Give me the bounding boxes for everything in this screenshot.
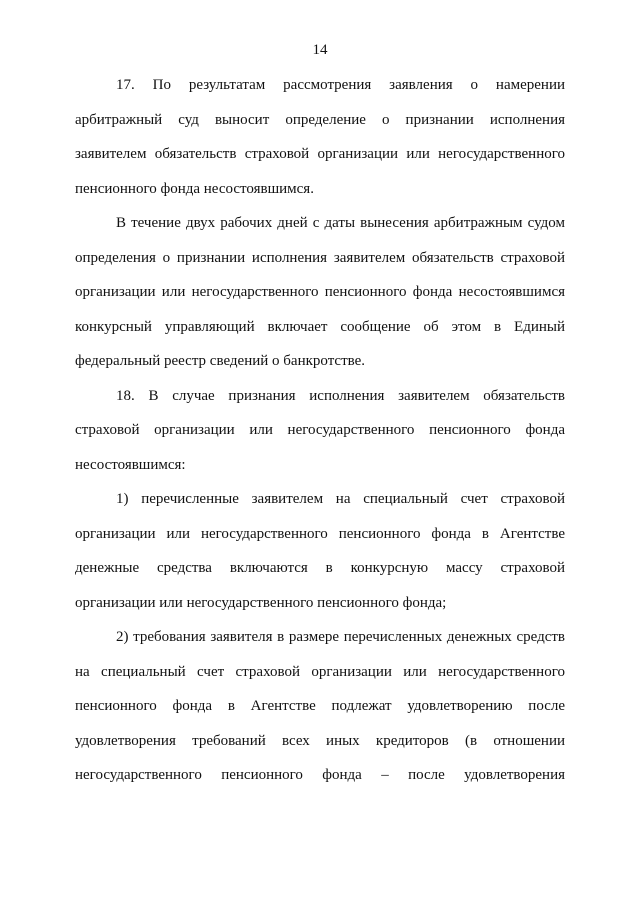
text-line: организации или негосударственного пенсионного фонда в Агентстве — [75, 525, 565, 542]
text-line: арбитражный суд выносит определение о признании исполнения — [75, 111, 565, 128]
text-line: определения о признании исполнения заявителем обязательств страховой — [75, 249, 565, 266]
text-line: 17. По результатам рассмотрения заявления о намерении — [116, 77, 565, 93]
text-line: организации или негосударственного пенсионного фонда; — [75, 594, 447, 611]
paragraph-17-publication — [75, 206, 565, 379]
text-line: 1) перечисленные заявителем на специальный счет страховой — [116, 491, 565, 507]
text-line: федеральный реестр сведений о банкротстве. — [75, 353, 366, 369]
text-line: конкурсный управляющий включает сообщение об этом в Единый — [75, 318, 565, 335]
text-line: страховой организации или негосударственного пенсионного фонда — [75, 422, 565, 438]
document-body — [75, 68, 565, 793]
paragraph-17 — [75, 68, 565, 206]
text-line: пенсионного фонда в Агентстве подлежат удовлетворению после — [75, 698, 565, 714]
text-line: денежные средства включаются в конкурсную массу страховой — [75, 560, 565, 576]
text-line: заявителем обязательств страховой организации или негосударственного — [75, 146, 565, 162]
paragraph-18-item-2 — [75, 620, 565, 793]
paragraph-18 — [75, 379, 565, 483]
text-line: пенсионного фонда несостоявшимся. — [75, 180, 314, 197]
text-line: несостоявшимся: — [75, 456, 186, 473]
text-line: негосударственного пенсионного фонда – после удовлетворения — [75, 767, 565, 783]
text-line: В течение двух рабочих дней с даты вынесения арбитражным судом — [116, 215, 565, 231]
text-line: организации или негосударственного пенсионного фонда несостоявшимся — [75, 284, 565, 300]
text-line: 2) требования заявителя в размере перечисленных денежных средств — [116, 629, 565, 645]
page-number: 14 — [312, 42, 328, 58]
text-line: 18. В случае признания исполнения заявителем обязательств — [116, 387, 565, 404]
text-line: на специальный счет страховой организации или негосударственного — [75, 663, 565, 680]
paragraph-18-item-1 — [75, 482, 565, 620]
text-line: удовлетворения требований всех иных кредиторов (в отношении — [75, 732, 565, 749]
